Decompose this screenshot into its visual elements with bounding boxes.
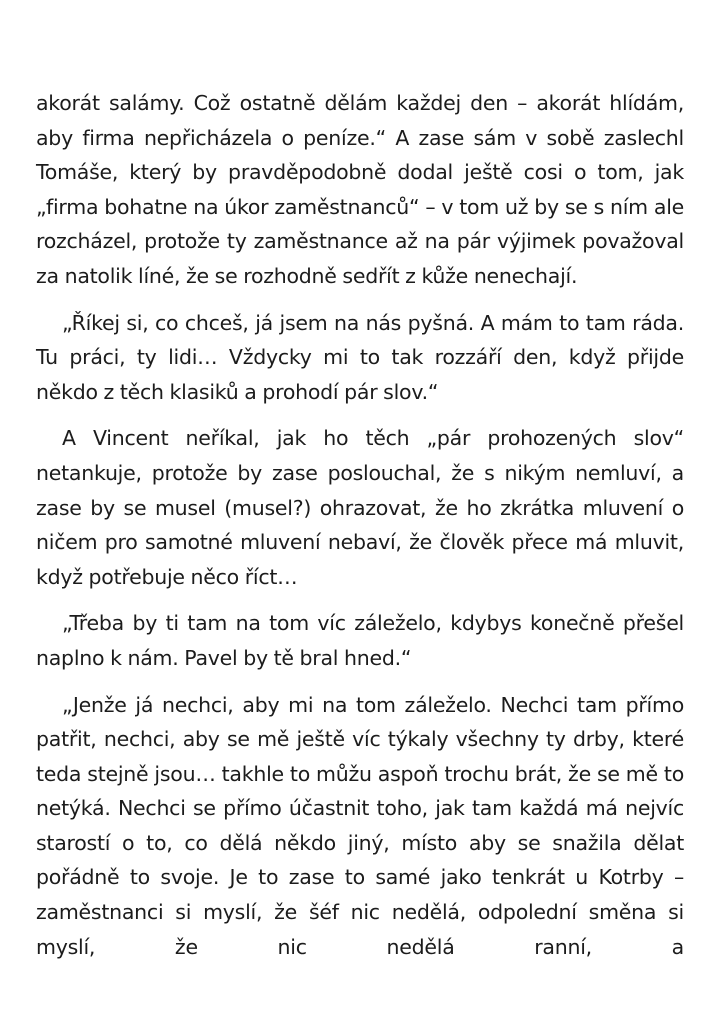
book-page <box>36 86 684 964</box>
paragraph-4: „Třeba by ti tam na tom víc záleželo, kdybys konečně přešel naplno k nám. Pavel by tě bral hned.“ <box>36 611 684 670</box>
paragraph-5: „Jenže já nechci, aby mi na tom záleželo. Nechci tam přímo patřit, nechci, aby se mě ještě víc týkaly všechny ty drby, které teda stejně jsou… takhle to můžu aspoň trochu brát, že se mě to netýká. Nechci se přímo účastnit toho, jak tam každá má nejvíc starostí o to, co dělá někdo jiný, místo aby se snažila dělat pořádně to svoje. Je to zase to samé jako tenkrát u Kotrby – zaměstnanci si myslí, že šéf nic nedělá, odpolední směna si myslí, že nic nedělá ranní, a <box>36 692 684 959</box>
paragraph-2: „Říkej si, co chceš, já jsem na nás pyšná. A mám to tam ráda. Tu práci, ty lidi… Vždycky mi to tak rozzáří den, když přijde někdo z těch klasiků a prohodí pár slov.“ <box>36 310 684 404</box>
paragraph-1: akorát salámy. Což ostatně dělám každej den – akorát hlídám, aby firma nepřicházela o peníze.“ A zase sám v sobě zaslechl Tomáše, který by pravděpodobně dodal ještě cosi o tom, jak „firma bohatne na úkor zaměstnanců“ – v tom už by se s ním ale rozcházel, protože ty zaměstnance až na pár výjimek považoval za natolik líné, že se rozhodně sedřít z kůže nenechají. <box>36 91 684 288</box>
paragraph-3: A Vincent neříkal, jak ho těch „pár prohozených slov“ netankuje, protože by zase poslouchal, že s nikým nemluví, a zase by se musel (musel?) ohrazovat, že ho zkrátka mluvení o ničem pro samotné mluvení nebaví, že člověk přece má mluvit, když potřebuje něco říct… <box>36 426 684 589</box>
